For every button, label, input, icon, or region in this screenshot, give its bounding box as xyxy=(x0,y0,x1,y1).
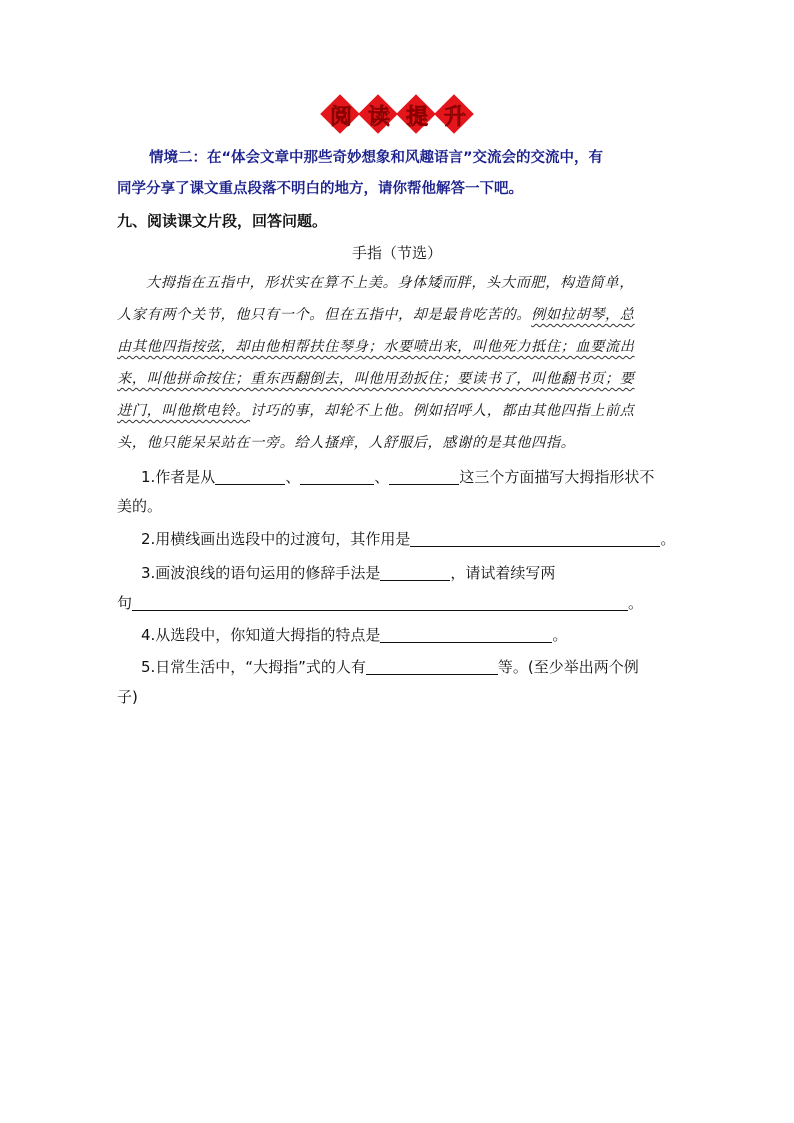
wavy-underlined-text: 例如拉胡琴，总 xyxy=(531,307,635,323)
question-text: 、 xyxy=(285,468,301,486)
question-1 xyxy=(141,466,654,487)
scenario-line: 同学分享了课文重点段落不明白的地方，请你帮他解答一下吧。 xyxy=(117,181,523,197)
question-text: 3.画波浪线的语句运用的修辞手法是 xyxy=(141,564,381,582)
passage-line: 头，他只能呆呆站在一旁。给人搔痒，人舒服后，感谢的是其他四指。 xyxy=(117,435,576,451)
passage-title: 手指（节选） xyxy=(351,244,442,262)
question-text: 5.日常生活中，“大拇指”式的人有 xyxy=(141,658,366,676)
header-badge xyxy=(399,97,435,133)
wavy-underlined-text: 来，叫他拼命按住；重东西翻倒去，叫他用劲扳住；要读书了，叫他翻书页；要 xyxy=(117,371,635,387)
answer-blank[interactable] xyxy=(410,531,660,547)
question-text: 、 xyxy=(374,468,390,486)
question-text: 。 xyxy=(628,594,644,612)
header-char: 读 xyxy=(367,104,390,130)
header-badge xyxy=(323,97,359,133)
answer-blank[interactable] xyxy=(215,469,285,485)
answer-blank[interactable] xyxy=(380,627,552,643)
passage-text: 讨巧的事，却轮不上他。例如招呼人，都由其他四指上前点 xyxy=(250,403,635,419)
header-badge xyxy=(437,97,473,133)
wavy-underlined-text: 由其他四指按弦，却由他相帮扶住琴身；水要喷出来，叫他死力抵住；血要流出 xyxy=(117,339,635,355)
question-4 xyxy=(141,624,567,645)
question-2 xyxy=(141,528,675,549)
question-text: 美的。 xyxy=(117,497,163,515)
question-text: 等。(至少举出两个例 xyxy=(497,658,639,676)
question-3-cont xyxy=(117,592,643,613)
question-text: ，请试着续写两 xyxy=(450,564,556,582)
question-text: 4.从选段中，你知道大拇指的特点是 xyxy=(141,626,381,644)
answer-blank[interactable] xyxy=(132,595,628,611)
answer-blank[interactable] xyxy=(389,469,459,485)
answer-blank[interactable] xyxy=(300,469,374,485)
question-text: 1.作者是从 xyxy=(141,468,216,486)
answer-blank[interactable] xyxy=(366,659,498,675)
section-title: 九、阅读课文片段，回答问题。 xyxy=(117,212,328,230)
question-text: 。 xyxy=(660,530,676,548)
section-header xyxy=(323,97,473,133)
passage-line xyxy=(117,304,635,324)
passage-line: 大拇指在五指中，形状实在算不上美。身体矮而胖，头大而肥，构造简单， xyxy=(146,275,634,291)
passage-text: 人家有两个关节，他只有一个。但在五指中，却是最肯吃苦的。 xyxy=(117,307,532,323)
header-badge xyxy=(361,97,397,133)
passage-line xyxy=(117,400,635,420)
question-text: 这三个方面描写大拇指形状不 xyxy=(459,468,655,486)
question-text: 2.用横线画出选段中的过渡句，其作用是 xyxy=(141,530,411,548)
header-char: 升 xyxy=(443,104,466,130)
question-5 xyxy=(141,656,639,677)
scenario-line: 情境二：在“体会文章中那些奇妙想象和风趣语言”交流会的交流中，有 xyxy=(149,150,604,166)
answer-blank[interactable] xyxy=(380,565,450,581)
question-text: 子) xyxy=(117,688,138,706)
header-char: 提 xyxy=(405,104,428,130)
wavy-underlined-text: 进门，叫他揿电铃。 xyxy=(117,403,251,419)
question-3 xyxy=(141,562,555,583)
header-char: 阅 xyxy=(329,104,352,130)
question-text: 。 xyxy=(552,626,568,644)
question-text: 句 xyxy=(117,594,133,612)
